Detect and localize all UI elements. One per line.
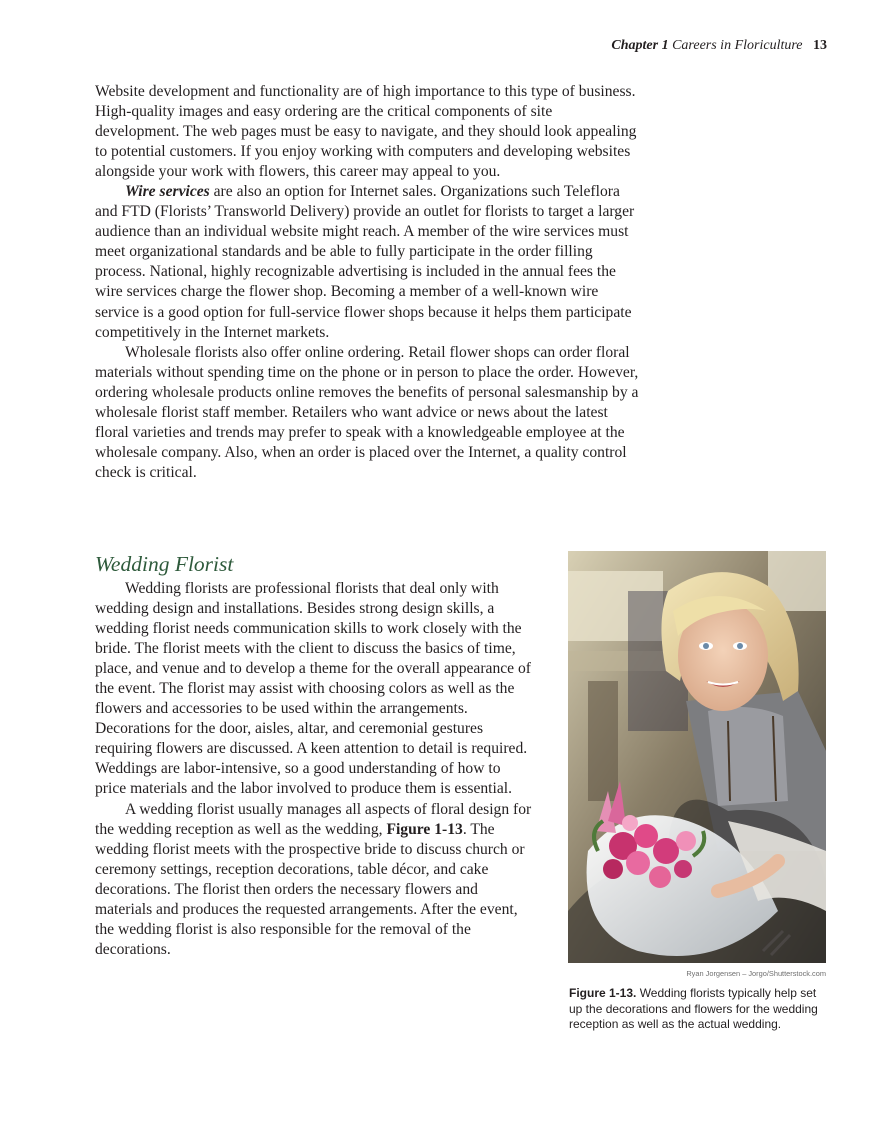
figure-caption-label: Figure 1-13.: [569, 986, 637, 1000]
wedding-paragraph-2-end: . The wedding florist meets with the prospective bride to discuss church or ceremony settings, reception decorations, table décor, and cake decorations. The florist then orders the necessary flowers and materials and produces the requested arrangements. After the event, the wedding florist is also responsible for the removal of the decorations.: [95, 820, 525, 958]
wire-services-paragraph: [95, 182, 640, 342]
wedding-paragraph-1: Wedding florists are professional florists that deal only with wedding design and installations. Besides strong design skills, a wedding florist needs communication skills to work closely with the bride. The florist meets with the client to discuss the basics of time, place, and venue and to develop a theme for the overall appearance of the event. The florist may assist with choosing colors as well as the flowers and accessories to be used within the arrangements. Decorations for the door, aisles, altar, and ceremonial gestures requiring flowers are discussed. A keen attention to detail is required. Weddings are labor-intensive, so a good understanding of how to price materials and the labor involved to produce them is essential.: [95, 580, 531, 798]
wedding-florist-text: [95, 579, 535, 960]
figure-caption-text: Wedding florists typically help set up the decorations and flowers for the wedding reception as well as the actual wedding.: [569, 986, 818, 1032]
running-header: [611, 38, 827, 54]
chapter-label: Chapter 1: [611, 38, 669, 53]
wedding-florist-heading: Wedding Florist: [95, 552, 234, 576]
wedding-florist-photo: [568, 551, 826, 963]
online-sales-text: [95, 82, 640, 483]
wire-services-term: Wire services: [125, 183, 210, 201]
chapter-title: Careers in Floriculture: [672, 38, 803, 53]
wire-services-text: are also an option for Internet sales. Organizations such Teleflora and FTD (Florists’ Transworld Delivery) provide an outlet for florists to target a larger audience than an individual website might reach. A member of the wire services must meet organizational standards and be able to fully participate in the order filling process. National, highly recognizable advertising is included in the annual fees the wire services charge the flower shop. Becoming a member of a well-known wire service is a good option for full-service flower shops because it helps them participate competitively in the Internet markets.: [95, 183, 635, 341]
photo-credit: Ryan Jorgensen – Jorgo/Shutterstock.com: [686, 969, 826, 978]
wholesale-paragraph: Wholesale florists also offer online ordering. Retail flower shops can order floral materials without spending time on the phone or in person to place the order. However, ordering wholesale products online removes the benefits of personal salesmanship by a wholesale florist staff member. Retailers who want advice or news about the latest floral varieties and trends may prefer to speak with a knowledgeable employee at the wholesale company. Also, when an order is placed over the Internet, a quality control check is critical.: [95, 343, 639, 481]
figure-caption: [569, 986, 827, 1033]
wedding-paragraph-2-start: A wedding florist usually manages all aspects of floral design for the wedding reception as well as the wedding,: [95, 800, 532, 838]
wedding-paragraph-2: [95, 800, 535, 960]
figure-reference: Figure 1-13: [386, 820, 463, 838]
page-number: 13: [813, 38, 827, 53]
website-paragraph: Website development and functionality are of high importance to this type of business. High-quality images and easy ordering are the critical components of site development. The web pages must be easy to navigate, and they should look appealing to potential customers. If you enjoy working with computers and developing websites alongside your work with flowers, this career may appeal to you.: [95, 83, 637, 181]
